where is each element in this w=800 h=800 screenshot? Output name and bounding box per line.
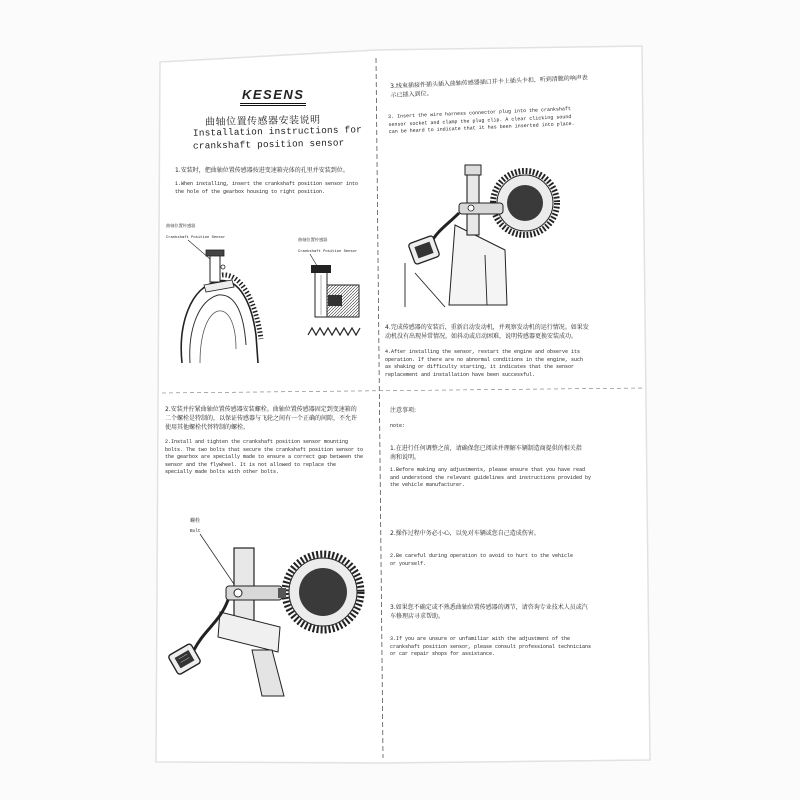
sensor-illustration-left (204, 250, 234, 292)
brand-logo: KESENS (240, 88, 306, 106)
fig1-left-label-chinese: 曲轴位置传感器 (166, 223, 196, 228)
title-chinese: 曲轴位置传感器安装说明 (204, 114, 321, 129)
figure-sensor-insertion (160, 215, 365, 365)
mounting-bolt (234, 589, 242, 597)
figure-connector-plug (385, 155, 585, 315)
notes-heading-chinese: 注意事项: (390, 407, 417, 414)
fig1-right-label-chinese: 曲轴位置传感器 (298, 237, 328, 242)
crankshaft-sensor-fig2 (459, 203, 503, 214)
step-4-english: 4.After installing the sensor, restart the engine and observe its operation. If there are no abnormal conditions in the engine, such as shaking or difficulty starting, it indicates that the sensor replacement and installation have been successful. (385, 349, 584, 378)
title-english-line2: crankshaft position sensor (192, 137, 345, 152)
bolt-label-english: Bolt (190, 529, 201, 534)
crankshaft-sensor (226, 586, 286, 600)
note-1-english: 1.Before making any adjustments, please ensure that you have read and understood the relevant guidelines and instructions provided by the vehicle manufacturer. (390, 467, 592, 489)
bolt-leader-line (200, 534, 238, 590)
fig1-left-label-english: Crankshaft Position Sensor (166, 236, 226, 240)
flywheel-teeth-zigzag (308, 328, 360, 335)
notes-heading-english: note: (390, 423, 406, 429)
step-2-chinese: 2.安装并拧紧曲轴位置传感器安装螺栓。曲轴位置传感器固定到变速箱的二个螺栓是特制的，以保证传感器与飞轮之间有一个正确的间隙，不允许使用其他螺栓代替特制的螺栓。 (165, 406, 358, 431)
step-1-chinese: 1.安装时，把曲轴位置传感器按进变速箱壳体的孔里并安装到位。 (175, 167, 349, 174)
flywheel-gear-fig2 (493, 171, 557, 235)
note-1-chinese: 1.在进行任何调整之前，请确保您已阅读并理解车辆制造商提供的相关指南和说明。 (390, 445, 582, 461)
step-1-english: 1.When installing, insert the crankshaft position sensor into the hole of the gearbox housing to right position. (175, 181, 359, 195)
mounting-bracket (218, 548, 284, 696)
bolt-label-chinese: 螺栓 (190, 518, 201, 524)
step-2-english: 2.Install and tighten the crankshaft position sensor mounting bolts. The two bolts that secure the crankshaft position sensor to the gearbox are specially made to ensure a correct gap between the sensor and the flywheel. It is not allowed to replace the specially made bolts with other bolts. (165, 439, 364, 476)
note-3-chinese: 3.如果您不确定或不熟悉曲轴位置传感器的调节，请咨询专业技术人员或汽车修理店寻求帮助。 (390, 604, 588, 620)
note-3-english: 3.If you are unsure or unfamiliar with the adjustment of the crankshaft position sensor, please consult professional technicians or car repair shops for assistance. (390, 636, 592, 658)
note-2-english: 2.Be careful during operation to avoid to hurt to the vehicle or yourself. (390, 553, 574, 567)
gearbox-housing-illustration (325, 285, 359, 317)
fig1-right-label-english: Crankshaft Position Sensor (298, 250, 358, 254)
title-english-line1: Installation instructions for (192, 124, 363, 139)
figure-bolt-mounting (160, 512, 365, 697)
note-2-chinese: 2.操作过程中务必小心，以免对车辆或您自己造成伤害。 (390, 530, 540, 537)
harness-connector-fig2 (408, 235, 440, 265)
mounting-bracket-fig2 (405, 165, 507, 307)
step-3-chinese: 3.线束插接件插头插入曲轴传感器插口并卡上插头卡扣，听到清脆的响声表示已插入到位。 (390, 74, 588, 99)
flywheel-gear (285, 554, 361, 630)
step-4-chinese: 4.完成传感器的安装后，重新启动发动机，并观察发动机的运行情况。如果发动机没有出现异常情况，如抖动或启动困难，说明传感器更换安装成功。 (385, 324, 589, 340)
step-3-english: 3. Insert the wire harness connector plug into the crankshaft sensor socket and clamp the plug clip. A clear clicking sound can be heard to indicate that it has been inserted into place. (388, 106, 575, 136)
